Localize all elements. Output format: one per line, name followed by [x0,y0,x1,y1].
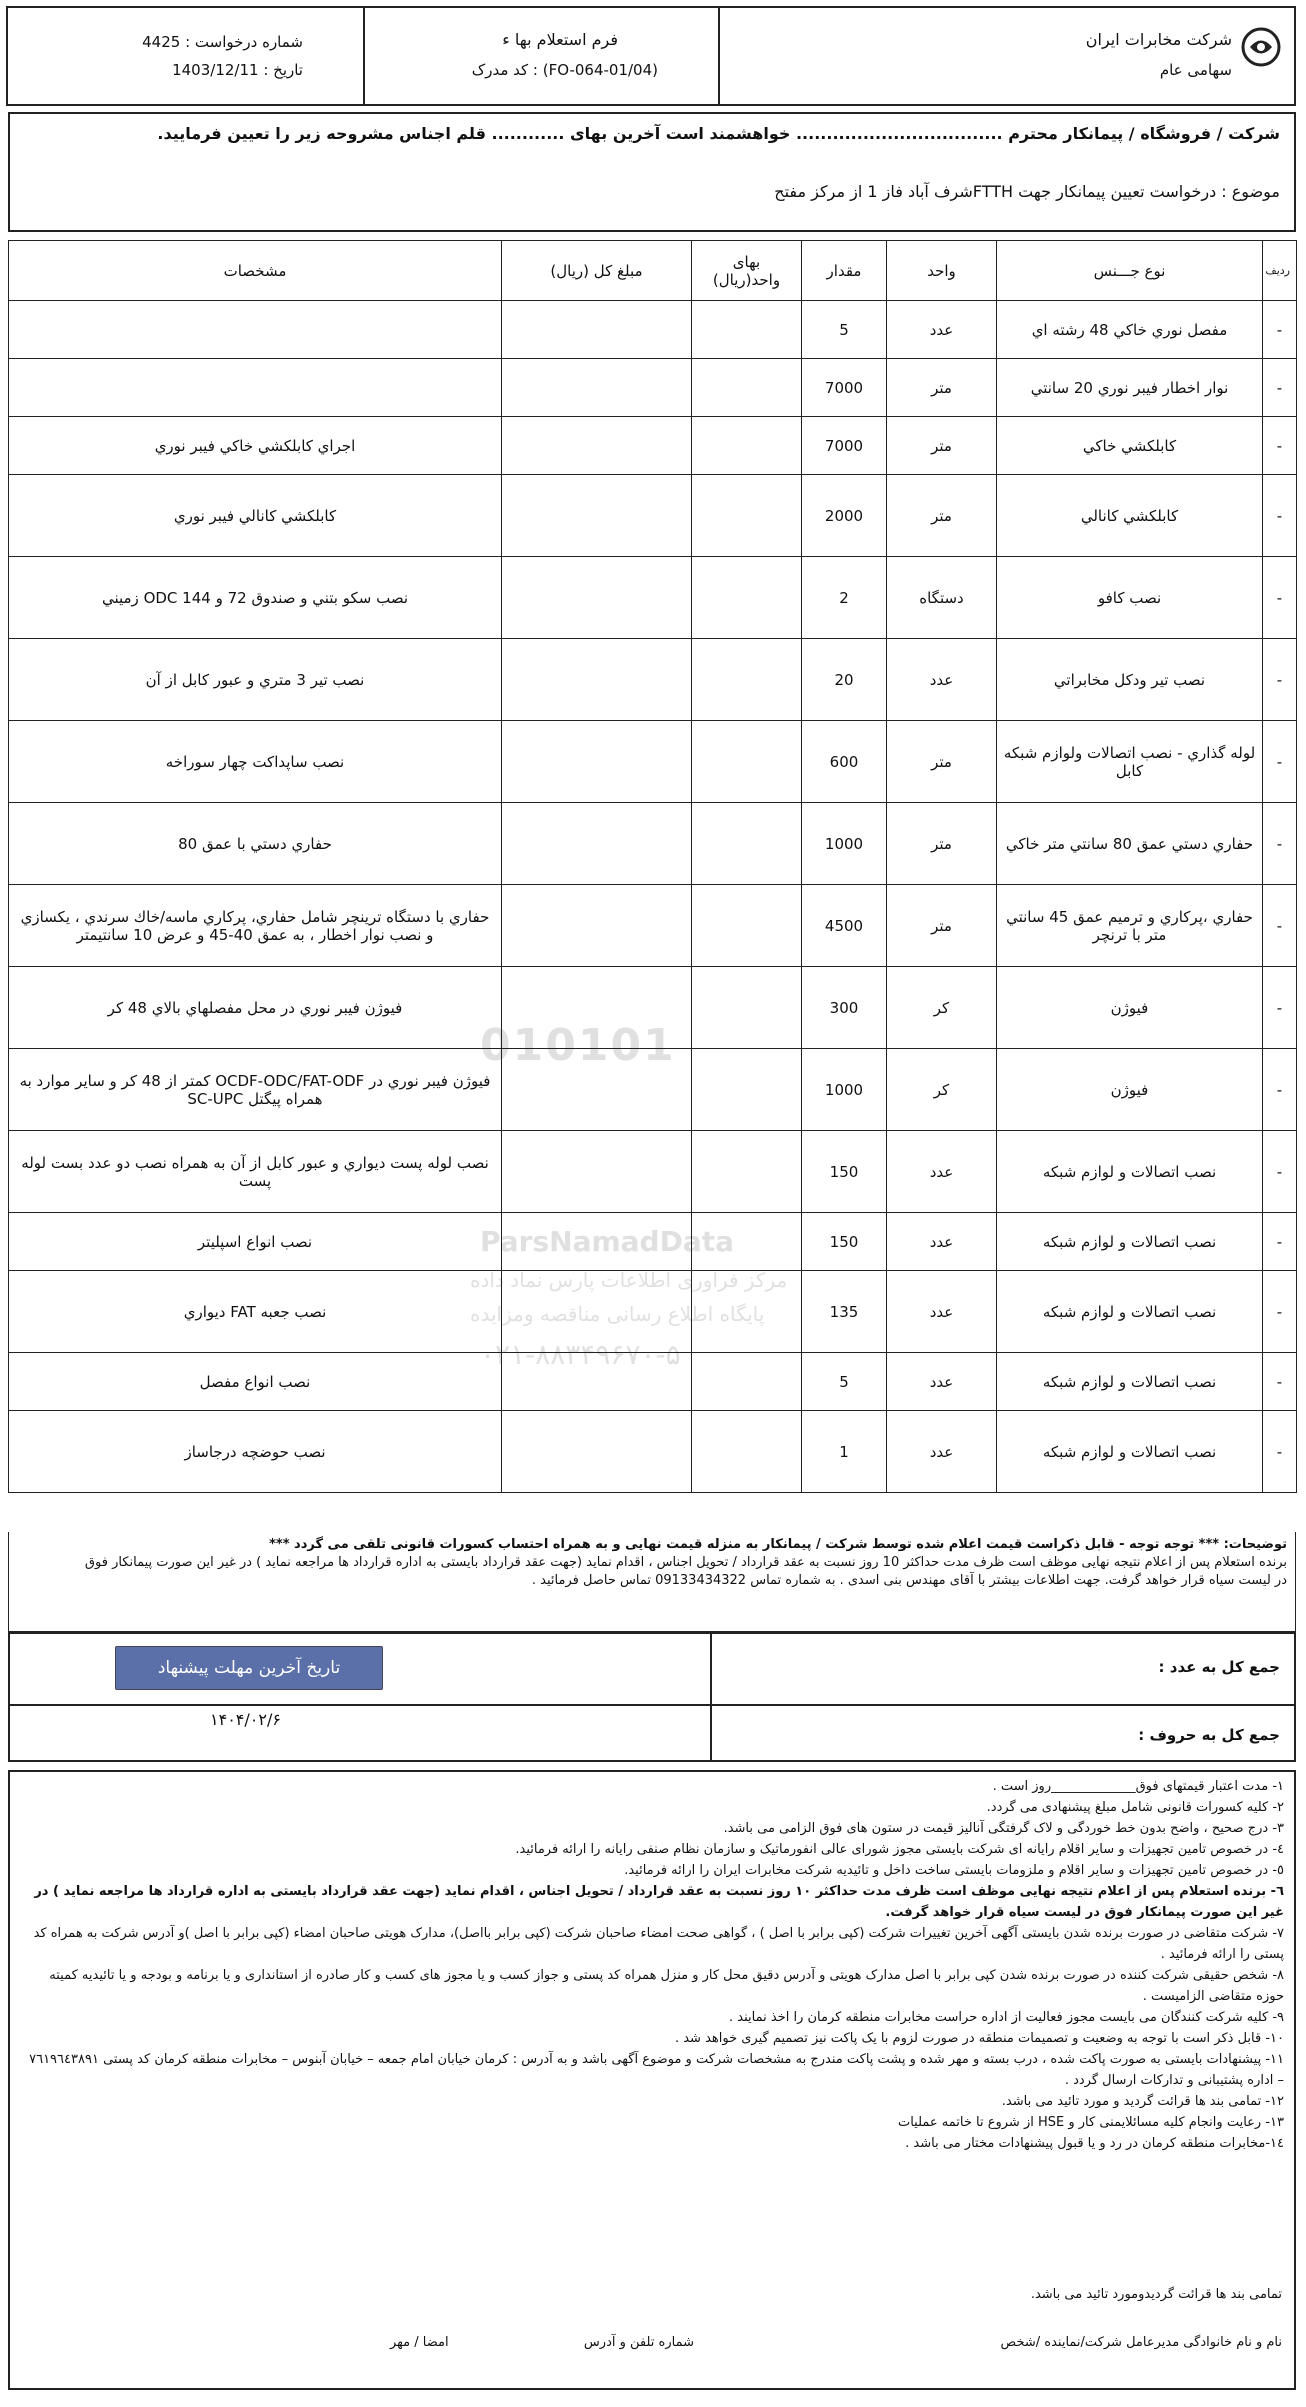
terms-list [20,1776,1284,2154]
total-price-cell [502,1049,692,1131]
request-date: 1403/12/11 : تاریخ [172,61,303,79]
item-name-cell: فيوژن [997,967,1263,1049]
signature-sign-label: امضا / مهر [390,2335,449,2350]
row-number-cell: - [1263,475,1297,557]
row-number-cell: - [1263,557,1297,639]
total-price-cell [502,885,692,967]
total-price-cell [502,1131,692,1213]
unit-price-cell [692,301,802,359]
quantity-cell: 7000 [802,417,887,475]
request-cell [8,8,363,104]
total-price-cell [502,721,692,803]
unit-price-cell [692,1131,802,1213]
item-name-cell: حفاري ،پركاري و ترميم عمق 45 سانتي متر با ترنچر [997,885,1263,967]
specs-cell: نصب تير 3 متري و عبور كابل از آن [9,639,502,721]
items-table [8,240,1297,1493]
term-item: ٧- شرکت متقاضی در صورت برنده شدن بایستی آگهی آخرین تغییرات شرکت (کپی برابر با اصل ) ، گواهی صحت امضاء صاحبان شرکت (کپی برابر بااصل)، مدارک هویتی صاحبان امضاء (کپی برابر با اصل )و آدرس شرکت به همراه کد پستی را ارائه فرمائید . [33,1926,1284,1962]
term-item: ٦- برنده استعلام پس از اعلام نتیجه نهایی موظف است ظرف مدت حداکثر ١٠ روز نسبت به عقد قرارداد / تحویل اجناس ، اقدام نماید (جهت عقد قرارداد بایستی به اداره قرارداد ها مراجعه نماید ) در غیر این صورت پیمانکار فوق در لیست سیاه قرار خواهد گرفت. [34,1884,1284,1920]
total-price-cell [502,475,692,557]
term-item: ٨- شخص حقیقی شرکت کننده در صورت برنده شدن کپی برابر با اصل مدارک هویتی و آدرس دقیق محل کار و منزل همراه کد پستی و جواز کسب و یا مجوز های کسب و کار صادره از استانداری و یا برنامه و بودجه و یا تائیدیه کمیته حوزه متقاضی الزامیست . [49,1968,1284,2004]
specs-cell: حفاري با دستگاه ترينچر شامل حفاري، پركاري ماسه/خاك سرندي ، يكسازي و نصب نوار اخطار ، به عمق 40-45 و عرض 10 سانتيمتر [9,885,502,967]
row-number-cell: - [1263,301,1297,359]
items-table-body [9,301,1297,1493]
unit-price-cell [692,1271,802,1353]
specs-cell: حفاري دستي با عمق 80 [9,803,502,885]
total-price-cell [502,557,692,639]
total-price-cell [502,1353,692,1411]
row-number-cell: - [1263,1131,1297,1213]
item-name-cell: حفاري دستي عمق 80 سانتي متر خاكي [997,803,1263,885]
document-header [6,6,1296,106]
unit-price-cell [692,1213,802,1271]
quantity-cell: 1 [802,1411,887,1493]
total-price-cell [502,301,692,359]
item-name-cell: نصب اتصالات و لوازم شبكه [997,1271,1263,1353]
table-row [9,1213,1297,1271]
term-item: ٤- در خصوص تامین تجهیزات و سایر اقلام رایانه ای شرکت بایستی مجوز شورای عالی انفورماتیک و سازمان نظام صنفی رایانه را ارائه فرمائید. [515,1842,1284,1857]
specs-cell: نصب ساپداكت چهار سوراخه [9,721,502,803]
specs-cell: نصب انواع اسپليتر [9,1213,502,1271]
unit-cell: متر [887,803,997,885]
unit-price-cell [692,803,802,885]
quantity-cell: 5 [802,301,887,359]
notes-line-1: توضیحات: *** توجه توجه - قابل ذکراست قیمت اعلام شده توسط شرکت / پیمانکار به منزله قیمت نهایی و به همراه احتساب کسورات قانونی تلقی می گردد *** [269,1537,1287,1552]
quantity-cell: 1000 [802,803,887,885]
row-number-cell: - [1263,803,1297,885]
quantity-cell: 150 [802,1213,887,1271]
unit-price-cell [692,967,802,1049]
unit-price-cell [692,557,802,639]
term-item: ٣- درج صحیح ، واضح بدون خط خوردگی و لاک گرفتگی آنالیز قیمت در ستون های فوق الزامی می باشد. [723,1821,1284,1836]
unit-price-cell [692,475,802,557]
doc-code: کد مدرک : (FO-064-01/04) [471,61,658,79]
row-number-cell: - [1263,721,1297,803]
specs-cell [9,301,502,359]
term-item: ١- مدت اعتبار قیمتهای فوق_____________روز است . [992,1779,1284,1794]
header-total-price: مبلغ کل (ریال) [502,241,692,301]
specs-cell: فيوژن فيبر نوري در محل مفصلهاي بالاي 48 كر [9,967,502,1049]
row-number-cell: - [1263,1411,1297,1493]
notes-box [8,1532,1296,1632]
unit-price-cell [692,1353,802,1411]
table-row [9,1271,1297,1353]
quantity-cell: 600 [802,721,887,803]
table-row [9,967,1297,1049]
term-item: ١٢- تمامی بند ها قرائت گردید و مورد تائید می باشد. [1001,2094,1284,2109]
specs-cell: كابلكشي كانالي فيبر نوري [9,475,502,557]
form-title-cell [363,8,718,104]
row-number-cell: - [1263,967,1297,1049]
unit-cell: عدد [887,1353,997,1411]
unit-cell: دستگاه [887,557,997,639]
company-logo-icon [1240,26,1282,68]
specs-cell: نصب حوضچه درجاساز [9,1411,502,1493]
company-cell [718,8,1294,104]
total-price-cell [502,417,692,475]
item-name-cell: نصب اتصالات و لوازم شبكه [997,1353,1263,1411]
quantity-cell: 5 [802,1353,887,1411]
specs-cell: نصب لوله پست ديواري و عبور كابل از آن به همراه نصب دو عدد بست لوله پست [9,1131,502,1213]
term-item: ٥- در خصوص تامین تجهیزات و سایر اقلام و ملزومات بایستی ساخت داخل و تائیدیه شرکت مخابرات ایران را ارائه فرمائید. [624,1863,1284,1878]
table-row [9,803,1297,885]
header-quantity: مقدار [802,241,887,301]
unit-price-cell [692,885,802,967]
header-row-number: ردیف [1263,241,1297,301]
header-item-name: نوع جـــنس [997,241,1263,301]
watermark-line2: پایگاه اطلاع رسانی مناقصه ومزایده [470,1302,765,1326]
total-price-cell [502,967,692,1049]
header-unit-price: بهای واحد(ریال) [692,241,802,301]
table-row [9,417,1297,475]
unit-cell: عدد [887,301,997,359]
specs-cell: نصب جعبه FAT ديواري [9,1271,502,1353]
unit-price-cell [692,1049,802,1131]
row-number-cell: - [1263,885,1297,967]
quantity-cell: 150 [802,1131,887,1213]
table-row [9,1131,1297,1213]
quantity-cell: 20 [802,639,887,721]
specs-cell: نصب سكو بتني و صندوق 72 و ODC 144 زميني [9,557,502,639]
unit-cell: كر [887,1049,997,1131]
deadline-date: ۱۴۰۴/۰۲/۶ [210,1710,281,1729]
row-number-cell: - [1263,1049,1297,1131]
notes-line-3: در لیست سیاه قرار خواهد گرفت. جهت اطلاعات بیشتر با آقای مهندس بنی اسدی . به شماره تماس 09133434322 تماس حاصل فرمائید . [531,1573,1287,1588]
signature-name-label: نام و نام خانوادگی مدیرعامل شرکت/نماینده /شخص [1000,2335,1282,2350]
total-price-cell [502,803,692,885]
sum-text-label: جمع کل به حروف : [1138,1726,1280,1744]
item-name-cell: فيوژن [997,1049,1263,1131]
specs-cell: نصب انواع مفصل [9,1353,502,1411]
unit-price-cell [692,639,802,721]
item-name-cell: كابلكشي خاكي [997,417,1263,475]
company-name: شرکت مخابرات ایران [1085,30,1232,49]
term-item: ١١- پیشنهادات بایستی به صورت پاکت شده ، درب بسته و مهر شده و پشت پاکت مندرج به مشخصات شرکت و موضوع آگهی باشد و به آدرس : کرمان خیابان امام جمعه – خیابان آبنوس – مخابرات منطقه کرمان کد پستی ٧٦١٩٦٤٣٨٩١ – اداره پشتیبانی و تدارکات ارسال گردد . [29,2052,1284,2088]
term-item: ١٠- قابل ذکر است با توجه به وضعیت و تصمیمات منطقه در صورت لزوم با یک پاکت نیز تصمیم گیری خواهد شد . [674,2031,1284,2046]
table-row [9,885,1297,967]
unit-cell: عدد [887,639,997,721]
quantity-cell: 135 [802,1271,887,1353]
watermark-line1: مرکز فراوری اطلاعات پارس نماد داده [470,1268,788,1292]
row-number-cell: - [1263,359,1297,417]
row-number-cell: - [1263,417,1297,475]
table-row [9,721,1297,803]
unit-price-cell [692,721,802,803]
item-name-cell: لوله گذاري - نصب اتصالات ولوازم شبكه كابل [997,721,1263,803]
row-number-cell: - [1263,1271,1297,1353]
specs-cell: فيوژن فيبر نوري در OCDF-ODC/FAT-ODF كمتر از 48 كر و ساير موارد به همراه پيگتل SC-UPC [9,1049,502,1131]
subject-line: موضوع : درخواست تعیین پیمانکار جهت FTTHشرف آباد فاز 1 از مرکز مفتح [774,182,1280,201]
item-name-cell: نوار اخطار فيبر نوري 20 سانتي [997,359,1263,417]
unit-cell: متر [887,475,997,557]
unit-cell: متر [887,885,997,967]
item-name-cell: نصب تير ودكل مخابراتي [997,639,1263,721]
unit-cell: كر [887,967,997,1049]
total-price-cell [502,1213,692,1271]
unit-price-cell [692,359,802,417]
unit-price-cell [692,1411,802,1493]
quantity-cell: 2 [802,557,887,639]
watermark-binary: 010101 [480,1020,676,1071]
item-name-cell: كابلكشي كانالي [997,475,1263,557]
row-number-cell: - [1263,1353,1297,1411]
specs-cell: اجراي كابلكشي خاكي فيبر نوري [9,417,502,475]
term-item: ٢- کلیه کسورات قانونی شامل مبلغ پیشنهادی می گردد. [986,1800,1284,1815]
table-row [9,359,1297,417]
total-price-cell [502,639,692,721]
quantity-cell: 4500 [802,885,887,967]
unit-cell: عدد [887,1131,997,1213]
row-number-cell: - [1263,639,1297,721]
sum-numeric-label: جمع کل به عدد : [1158,1658,1280,1676]
table-row [9,301,1297,359]
term-item: ١٤-مخابرات منطقه کرمان در رد و یا قبول پیشنهادات مختار می باشد . [905,2136,1284,2151]
terms-box [8,1770,1296,2390]
total-price-cell [502,1411,692,1493]
table-row [9,1353,1297,1411]
item-name-cell: نصب اتصالات و لوازم شبكه [997,1411,1263,1493]
unit-cell: عدد [887,1271,997,1353]
table-row [9,475,1297,557]
request-number: شماره درخواست : 4425 [142,33,303,51]
item-name-cell: مفصل نوري خاكي 48 رشته اي [997,301,1263,359]
unit-cell: متر [887,359,997,417]
total-price-cell [502,1271,692,1353]
unit-price-cell [692,417,802,475]
table-row [9,557,1297,639]
company-sub: سهامی عام [1159,61,1232,79]
confirm-text: تمامی بند ها قرائت گردیدومورد تائید می باشد. [1030,2287,1282,2302]
watermark-phone: ۰۲۱-۸۸۳۴۹۶۷۰-۵ [480,1338,681,1371]
quantity-cell: 7000 [802,359,887,417]
table-row [9,1411,1297,1493]
watermark-brand: ParsNamadData [480,1225,734,1258]
total-price-cell [502,359,692,417]
row-number-cell: - [1263,1213,1297,1271]
unit-cell: عدد [887,1411,997,1493]
specs-cell [9,359,502,417]
notes-line-2: برنده استعلام پس از اعلام نتیجه نهایی موظف است ظرف مدت حداکثر 10 روز نسبت به عقد قرارداد / تحویل اجناس ، اقدام نماید (جهت عقد قرارداد بایستی به اداره قرارداد ها مراجعه نماید ) در غیر این صورت پیمانکار فوق [84,1555,1287,1570]
intro-line: شرکت / فروشگاه / پیمانکار محترم .................................. خواهشمند است آخرین بهای ............ قلم اجناس مشروحه زیر را تعیین فرمایید. [157,124,1280,143]
unit-cell: عدد [887,1213,997,1271]
table-row [9,639,1297,721]
unit-cell: متر [887,721,997,803]
item-name-cell: نصب كافو [997,557,1263,639]
unit-cell: متر [887,417,997,475]
item-name-cell: نصب اتصالات و لوازم شبكه [997,1213,1263,1271]
item-name-cell: نصب اتصالات و لوازم شبكه [997,1131,1263,1213]
deadline-badge: تاریخ آخرین مهلت پیشنهاد [115,1646,383,1690]
quantity-cell: 1000 [802,1049,887,1131]
header-specs: مشخصات [9,241,502,301]
form-title: فرم استعلام بها ء [502,30,618,49]
quantity-cell: 2000 [802,475,887,557]
intro-box [8,112,1296,232]
signature-phone-label: شماره تلفن و آدرس [583,2335,694,2350]
header-unit: واحد [887,241,997,301]
quantity-cell: 300 [802,967,887,1049]
totals-box [8,1632,1296,1762]
term-item: ١٣- رعایت وانجام کلیه مسائلایمنی کار و HSE از شروع تا خاتمه عملیات [897,2115,1284,2130]
term-item: ٩- کلیه شرکت کنندگان می بایست مجوز فعالیت از اداره حراست مخابرات منطقه کرمان را اخذ نمایند . [729,2010,1284,2025]
table-row [9,1049,1297,1131]
table-header-row [9,241,1297,301]
